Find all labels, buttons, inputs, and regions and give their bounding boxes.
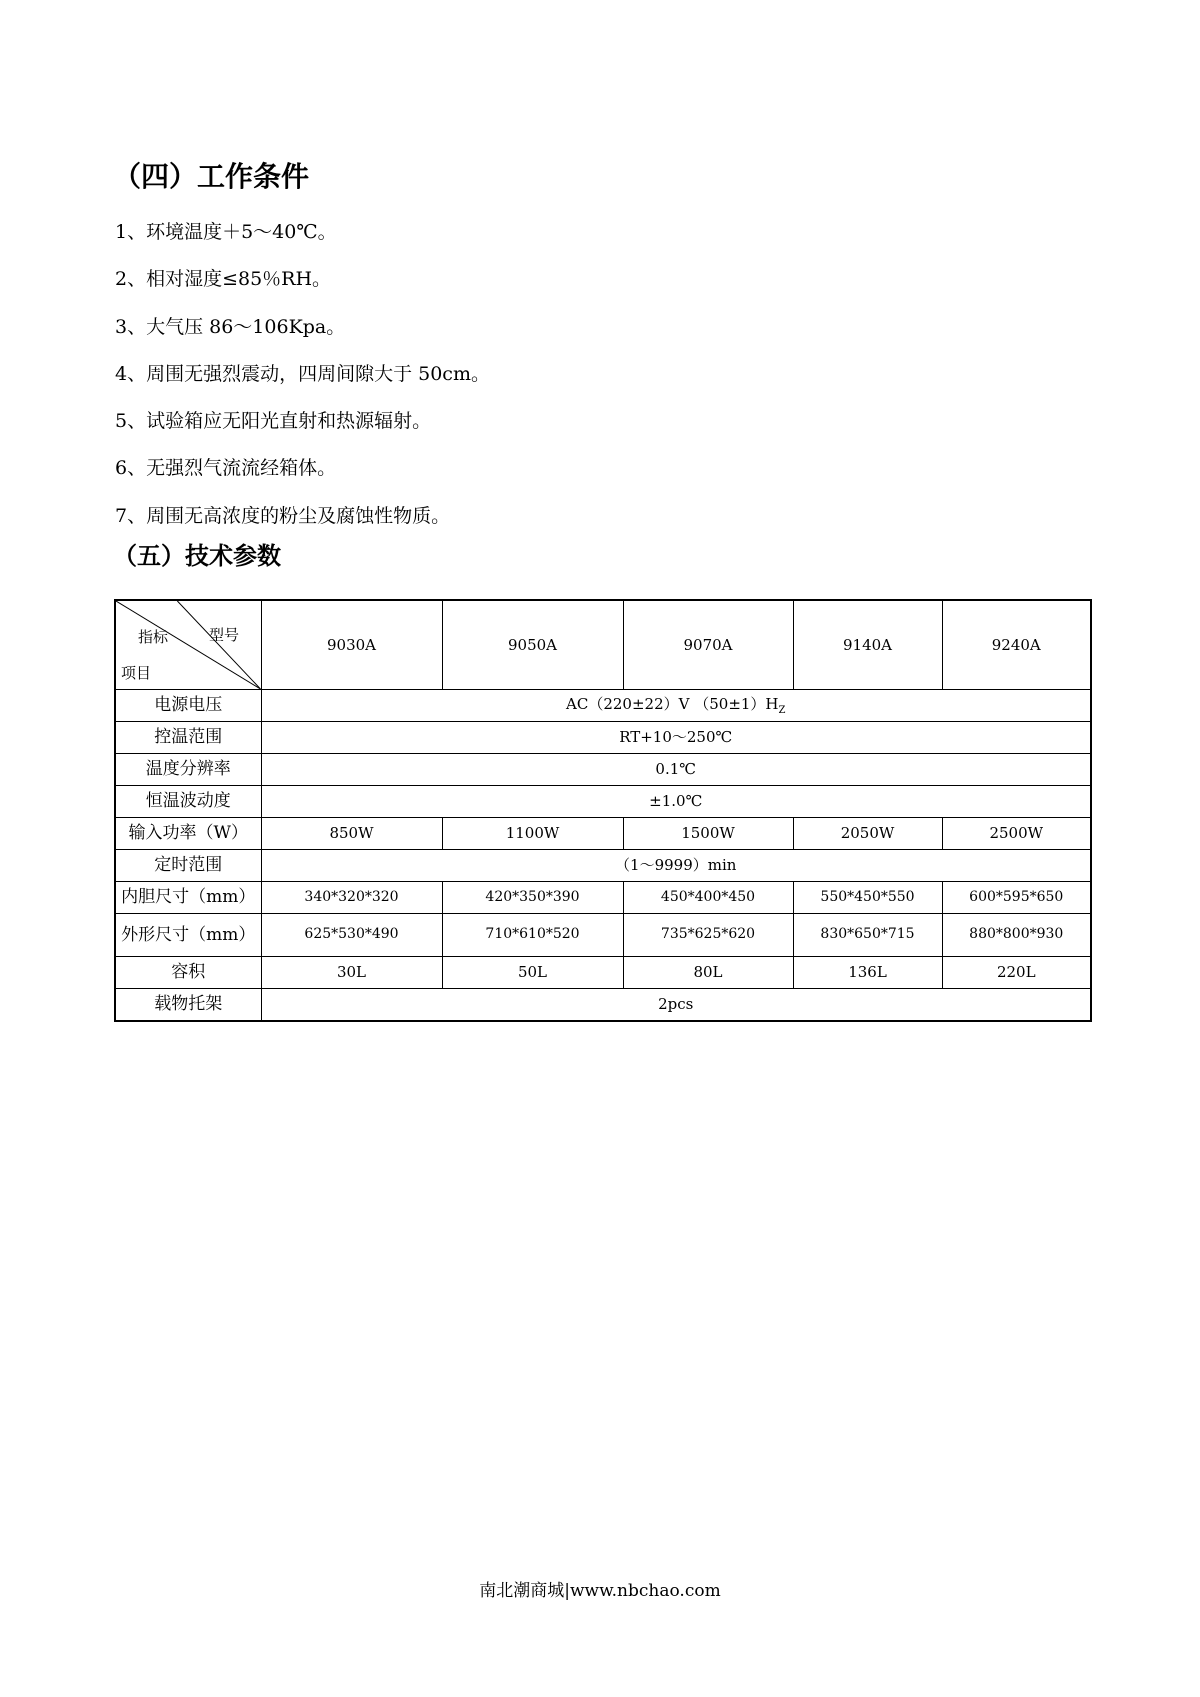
table-row xyxy=(115,818,1091,850)
input-power-cell: 2050W xyxy=(793,818,942,850)
temp-fluctuation-value: ±1.0℃ xyxy=(261,786,1091,818)
table-row xyxy=(115,989,1091,1022)
inner-size-cell: 450*400*450 xyxy=(623,882,793,914)
inner-size-cell: 600*595*650 xyxy=(942,882,1091,914)
outer-size-cell: 830*650*715 xyxy=(793,914,942,957)
condition-item: 5、试验箱应无阳光直射和热源辐射。 xyxy=(115,410,432,433)
row-label: 定时范围 xyxy=(115,850,261,882)
outer-size-cell: 735*625*620 xyxy=(623,914,793,957)
section4-title: （四）工作条件 xyxy=(113,160,310,193)
temp-range-value: RT+10～250℃ xyxy=(261,722,1091,754)
corner-label-item: 项目 xyxy=(121,664,152,682)
model-header: 9070A xyxy=(623,600,793,690)
section5-title: （五）技术参数 xyxy=(113,542,281,570)
row-label: 温度分辨率 xyxy=(115,754,261,786)
volume-cell: 30L xyxy=(261,957,442,989)
corner-label-indicator: 指标 xyxy=(138,628,169,646)
table-row xyxy=(115,882,1091,914)
inner-size-cell: 420*350*390 xyxy=(442,882,623,914)
volume-cell: 220L xyxy=(942,957,1091,989)
shelves-value: 2pcs xyxy=(261,989,1091,1022)
row-label: 输入功率（W） xyxy=(115,818,261,850)
model-header: 9050A xyxy=(442,600,623,690)
condition-item: 7、周围无高浓度的粉尘及腐蚀性物质。 xyxy=(115,504,451,527)
volume-cell: 50L xyxy=(442,957,623,989)
condition-item: 4、周围无强烈震动，四周间隙大于 50cm。 xyxy=(115,362,490,385)
condition-item: 3、大气压 86～106Kpa。 xyxy=(115,315,346,338)
row-label: 外形尺寸（mm） xyxy=(115,914,261,957)
outer-size-cell: 625*530*490 xyxy=(261,914,442,957)
volume-cell: 136L xyxy=(793,957,942,989)
timer-value: （1～9999）min xyxy=(261,850,1091,882)
power-voltage-value xyxy=(261,690,1091,722)
row-label: 电源电压 xyxy=(115,690,261,722)
table-row xyxy=(115,690,1091,722)
table-header-row xyxy=(115,600,1091,690)
power-voltage-subscript: Z xyxy=(778,704,786,716)
row-label: 内胆尺寸（mm） xyxy=(115,882,261,914)
table-row xyxy=(115,722,1091,754)
table-row xyxy=(115,786,1091,818)
inner-size-cell: 550*450*550 xyxy=(793,882,942,914)
corner-cell xyxy=(115,600,261,690)
table-row xyxy=(115,850,1091,882)
outer-size-cell: 710*610*520 xyxy=(442,914,623,957)
working-conditions-list xyxy=(115,217,490,548)
condition-item: 6、无强烈气流流经箱体。 xyxy=(115,457,337,480)
model-header: 9240A xyxy=(942,600,1091,690)
row-label: 载物托架 xyxy=(115,989,261,1022)
row-label: 恒温波动度 xyxy=(115,786,261,818)
condition-item: 2、相对湿度≤85％RH。 xyxy=(115,268,332,291)
row-label: 容积 xyxy=(115,957,261,989)
table-row xyxy=(115,957,1091,989)
corner-label-model: 型号 xyxy=(209,626,240,644)
inner-size-cell: 340*320*320 xyxy=(261,882,442,914)
outer-size-cell: 880*800*930 xyxy=(942,914,1091,957)
power-voltage-text: AC（220±22）V （50±1）H xyxy=(566,694,779,713)
input-power-cell: 850W xyxy=(261,818,442,850)
input-power-cell: 1100W xyxy=(442,818,623,850)
model-header: 9140A xyxy=(793,600,942,690)
temp-resolution-value: 0.1℃ xyxy=(261,754,1091,786)
input-power-cell: 1500W xyxy=(623,818,793,850)
page-footer: 南北潮商城|www.nbchao.com xyxy=(479,1581,721,1601)
row-label: 控温范围 xyxy=(115,722,261,754)
volume-cell: 80L xyxy=(623,957,793,989)
table-row xyxy=(115,914,1091,957)
table-row xyxy=(115,754,1091,786)
input-power-cell: 2500W xyxy=(942,818,1091,850)
spec-table xyxy=(114,599,1092,1022)
model-header: 9030A xyxy=(261,600,442,690)
condition-item: 1、环境温度＋5～40℃。 xyxy=(115,221,337,243)
